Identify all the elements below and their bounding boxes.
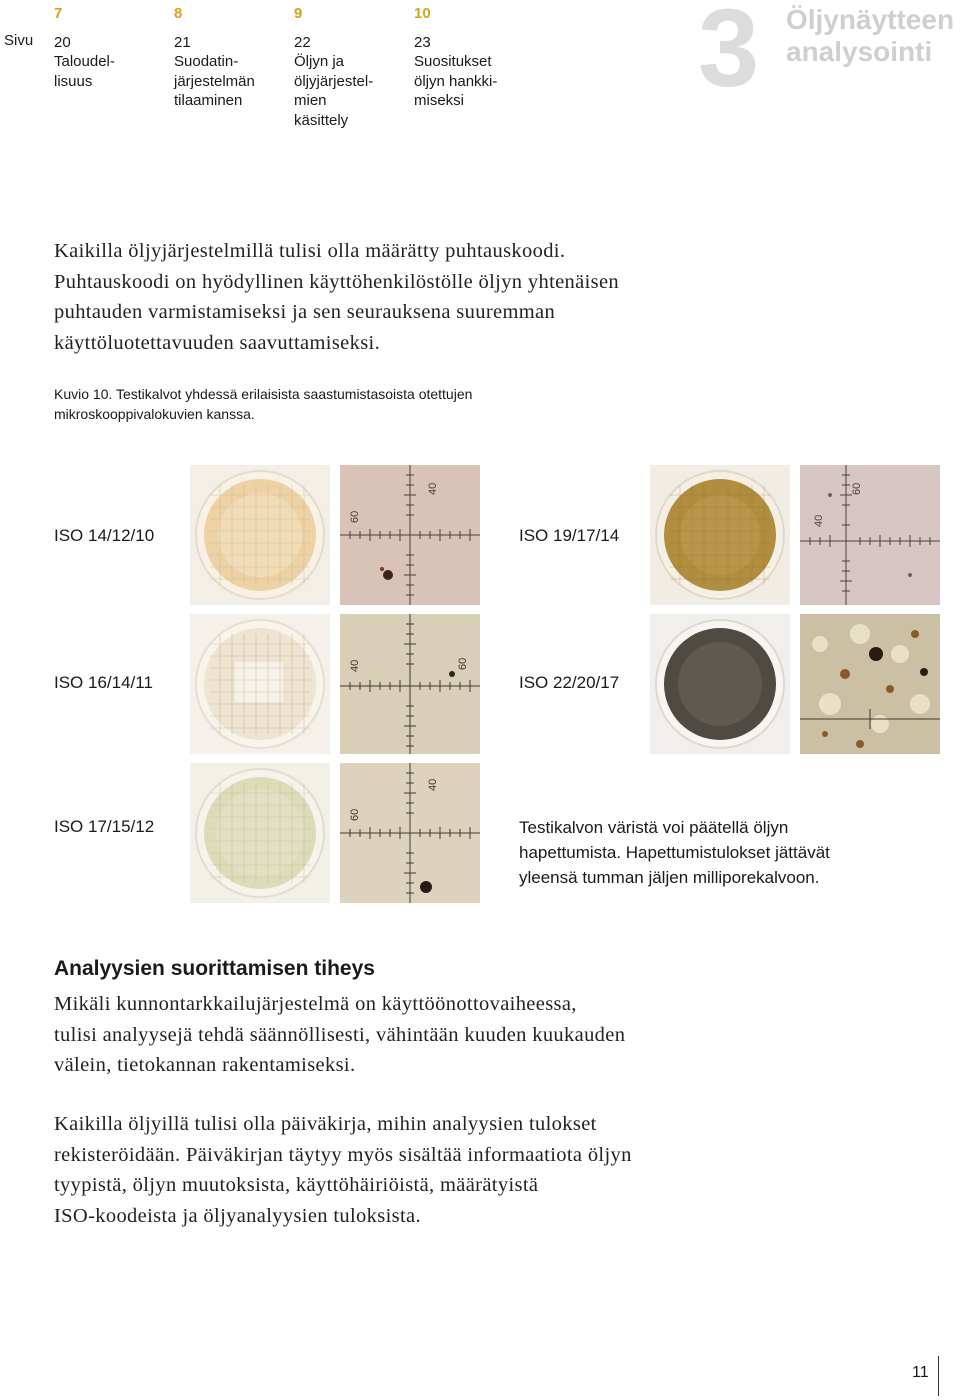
chapter-number: 10	[414, 5, 431, 22]
section-paragraph-1: Mikäli kunnontarkkailujärjestelmä on käyttöönottovaiheessa, tulisi analyysejä tehdä säännöllisesti, vähintään kuuden kuukauden välein, tietokannan rakentamiseksi.	[54, 993, 626, 1076]
chapter-title: 23 Suositukset öljyn hankki- miseksi	[414, 33, 498, 109]
filter-membrane-photo-22-20-17	[650, 614, 790, 754]
filter-membrane-photo-17-15-12	[190, 763, 330, 903]
scale-label: 60	[457, 657, 469, 670]
iso-label-14-12-10: ISO 14/12/10	[54, 526, 155, 545]
section-title: Öljynäytteen analysointi	[786, 4, 955, 67]
iso-label-22-20-17: ISO 22/20/17	[519, 673, 620, 692]
scale-label: 40	[427, 482, 439, 495]
scale-label: 60	[851, 482, 863, 495]
intro-paragraph: Kaikilla öljyjärjestelmillä tulisi olla määrätty puhtauskoodi. Puhtauskoodi on hyödyllinen käyttöhenkilöstölle öljyn yhtenäisen puhtauden varmistamiseksi ja sen seurauksena suuremman käyttöluotettavuuden saavuttamiseksi.	[54, 240, 620, 354]
iso-label-17-15-12: ISO 17/15/12	[54, 817, 155, 836]
chapter-number: 8	[174, 5, 183, 22]
chapter-link-9[interactable]	[294, 4, 414, 130]
filter-membrane-photo-19-17-14	[650, 465, 790, 605]
scale-label: 40	[349, 659, 361, 672]
scale-label: 60	[349, 808, 361, 821]
chapter-number: 7	[54, 5, 63, 22]
microscope-photo-22-20-17	[800, 614, 940, 754]
chapter-title: 20 Taloudel- lisuus	[54, 33, 115, 90]
section-paragraph-2: Kaikilla öljyillä tulisi olla päiväkirja, mihin analyysien tulokset rekisteröidään. Päiväkirjan täytyy myös sisältää informaatiota öljyn tyypistä, öljyn muutoksista, käyttöhäiriöistä, määrätyistä ISO-koodeista ja öljyanalyysien tuloksista.	[54, 1113, 632, 1227]
microscope-photo-19-17-14	[800, 465, 940, 605]
filter-membrane-photo-14-12-10	[190, 465, 330, 605]
chapter-link-7[interactable]	[54, 4, 174, 91]
scale-label: 40	[813, 514, 825, 527]
oxidation-note: Testikalvon väristä voi päätellä öljyn hapettumista. Hapettumistulokset jättävät yleensä tumman jäljen milliporekalvoon.	[519, 818, 830, 887]
chapter-title: 22 Öljyn ja öljyjärjestel- mien käsittely	[294, 33, 374, 129]
chapter-number: 9	[294, 5, 303, 22]
microscope-photo-14-12-10	[340, 465, 480, 605]
figure-caption: Kuvio 10. Testikalvot yhdessä erilaisista saastumistasoista otettujen mikroskooppivalokuvien kanssa.	[54, 386, 473, 422]
section-number: 3	[698, 0, 760, 110]
chapter-title: 21 Suodatin- järjestelmän tilaaminen	[174, 33, 255, 109]
iso-label-16-14-11: ISO 16/14/11	[54, 673, 153, 692]
microscope-photo-17-15-12	[340, 763, 480, 903]
scale-label: 40	[427, 778, 439, 791]
page-number: 11	[912, 1364, 929, 1381]
iso-label-19-17-14: ISO 19/17/14	[519, 526, 620, 545]
chapter-link-10[interactable]	[414, 4, 534, 111]
page-number-divider	[938, 1356, 939, 1396]
filter-membrane-photo-16-14-11	[190, 614, 330, 754]
microscope-photo-16-14-11	[340, 614, 480, 754]
scale-label: 60	[349, 510, 361, 523]
chapter-link-8[interactable]	[174, 4, 294, 111]
sivu-label: Sivu	[4, 32, 34, 49]
section-heading: Analyysien suorittamisen tiheys	[54, 957, 375, 980]
